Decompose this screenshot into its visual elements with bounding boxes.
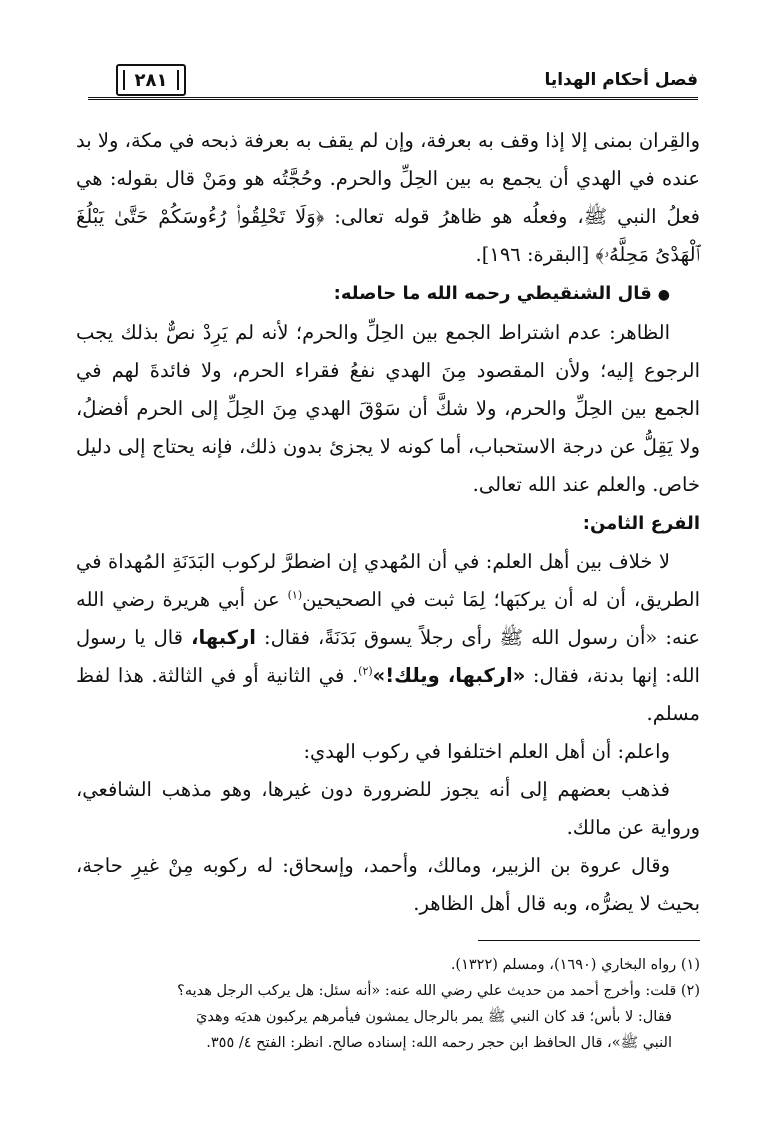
paragraph-shinqiti-opinion: الظاهر: عدم اشتراط الجمع بين الحِلِّ والحرم؛ لأنه لم يَرِدْ نصٌّ بذلك يجب الرجوع إليه؛ ولأن المقصود مِنَ الهدي نفعُ فقراء الحرم، ولا فائدةَ لهم في الجمع بين الحِلِّ والحرم، ولا شكَّ أن سَوْقَ الهدي مِنَ الحِلِّ إلى الحرم أفضلُ، ولا يَقِلُّ عن درجة الاستحباب، أما كونه لا يجزئ بدون ذلك، فإنه يحتاج إلى دليل خاص. والعلم عند الله تعالى. <box>76 321 700 496</box>
paragraph-shafii-view: فذهب بعضهم إلى أنه يجوز للضرورة دون غيرها، وهو مذهب الشافعي، ورواية عن مالك. <box>76 778 700 839</box>
paragraph-qiran: والقِران بمنى إلا إذا وقف به بعرفة، وإن لم يقف به بعرفة ذبحه في مكة، ولا بد عنده في الهدي أن يجمع به بين الحِلِّ والحرم. وحُجَّتُه هو ومَنْ قال بقوله: هي فعلُ النبي ﷺ، وفعلُه هو ظاهرُ قوله تعالى: ﴿وَلَا تَحْلِقُوا۟ رُءُوسَكُمْ حَتَّىٰ يَبْلُغَ ٱلْهَدْىُ مَحِلَّهُۥ﴾ [البقرة: ١٩٦]. <box>76 129 700 266</box>
footnote-2-line-3: النبي ﷺ»، قال الحافظ ابن حجر رحمه الله: إسناده صالح. انظر: الفتح ٤/ ٣٥٥. <box>206 1035 672 1051</box>
chapter-title: فصل أحكام الهدايا <box>544 70 698 90</box>
footnote-ref-2: (٢) <box>358 664 373 678</box>
section-heading-shinqiti: ●قال الشنقيطي رحمه الله ما حاصله: <box>333 283 670 304</box>
paragraph-know: واعلم: أن أهل العلم اختلفوا في ركوب الهدي: <box>303 740 670 763</box>
main-text <box>76 122 700 923</box>
footnotes <box>76 952 700 1056</box>
page-number: ٢٨١ <box>116 64 186 96</box>
paragraph-riding-badana: لا خلاف بين أهل العلم: في أن المُهدي إن اضطرَّ لركوب البَدَنَةِ المُهداة في الطريق، أن له أن يركبَها؛ لِمَا ثبت في الصحيحين$^{(١)}$ عن أبي هريرة رضي الله عنه: «أن رسول الله ﷺ رأى رجلاً يسوق بَدَنَةً، فقال: اركبها، قال يا رسول الله: إنها بدنة، فقال: «اركبها، ويلك!»$^{(٢)}$. في الثانية أو في الثالثة. هذا لفظ مسلم. <box>76 550 700 725</box>
footnote-1: (١) رواه البخاري (١٦٩٠)، ومسلم (١٣٢٢). <box>450 957 700 973</box>
footnote-2-line-2: فقال: لا بأس؛ قد كان النبي ﷺ يمر بالرجال يمشون فيأمرهم يركبون هديَه وهديَ <box>196 1009 672 1025</box>
header-divider <box>88 97 698 100</box>
page-header <box>88 62 698 110</box>
footnote-2: (٢) قلت: وأخرج أحمد من حديث علي رضي الله عنه: «أنه سئل: هل يركب الرجل هديه؟ <box>177 983 700 999</box>
paragraph-urwa-view: وقال عروة بن الزبير، ومالك، وأحمد، وإسحاق: له ركوبه مِنْ غيرِ حاجة، بحيث لا يضرُّه، وبه قال أهل الظاهر. <box>76 854 700 915</box>
section-heading-eighth-branch: الفرع الثامن: <box>582 513 700 534</box>
bullet-icon: ● <box>657 287 670 303</box>
footnote-divider <box>478 940 700 941</box>
footnote-ref-1: (١) <box>287 588 303 602</box>
